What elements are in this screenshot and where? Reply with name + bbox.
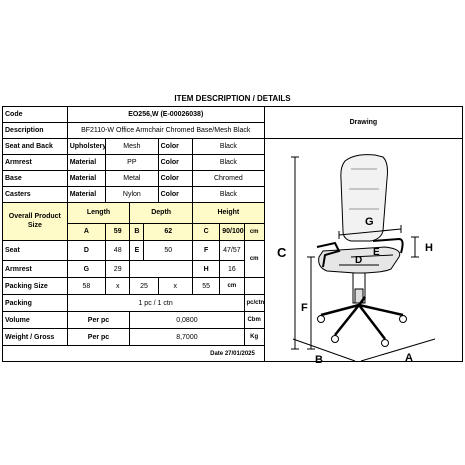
description-value: BF2110-W Office Armchair Chromed Base/Mesh Black [67,123,264,139]
label-g: G [365,216,374,228]
dim-b-value: 62 [144,223,193,240]
seat-dim-label: Seat [3,240,68,261]
seat-back-val2: Black [192,139,264,155]
base-key2: Color [158,171,192,187]
dim-g-key: G [67,261,105,278]
code-label: Code [3,107,68,123]
drawing-cell [264,139,462,366]
dim-a-value: 59 [106,223,130,240]
chair-backrest [341,155,388,241]
armrest-key1: Material [67,155,105,171]
seat-back-key1: Upholstery [67,139,105,155]
height-header: Height [192,203,264,224]
volume-value: 0,0800 [130,312,244,329]
dimension-a-line [361,339,435,361]
overall-size-label: Overall Product Size [3,203,68,241]
dim-f-value: 47/57 [220,240,244,261]
base-key1: Material [67,171,105,187]
volume-label: Volume [3,312,68,329]
label-a: A [405,352,414,364]
dim-h-key: H [192,261,219,278]
dim-c-value: 90/100 [220,223,244,240]
label-h: H [425,242,434,254]
packing-unit: pc/ctn [244,295,264,312]
length-header: Length [67,203,130,224]
seat-back-key2: Color [158,139,192,155]
armrest-dim-label: Armrest [3,261,68,278]
weight-per: Per pc [67,329,130,346]
packing-length: 58 [67,278,105,295]
casters-label: Casters [3,187,68,203]
drawing-header: Drawing [264,107,462,139]
dim-h-value: 16 [220,261,244,278]
sheet-title: ITEM DESCRIPTION / DETAILS [174,94,291,103]
weight-unit: Kg [244,329,264,346]
dimension-f-line [307,257,315,349]
armrest-label: Armrest [3,155,68,171]
label-b: B [315,354,324,366]
volume-per: Per pc [67,312,130,329]
seat-back-val1: Mesh [106,139,159,155]
dimension-h-line [411,237,419,257]
armrest-key2: Color [158,155,192,171]
weight-label: Weight / Gross [3,329,68,346]
packing-label: Packing [3,295,68,312]
dim-f-key: F [192,240,219,261]
dim-b-key: B [130,223,144,240]
packing-width: 25 [130,278,158,295]
label-f: F [301,302,309,314]
chair-caster [382,340,389,347]
base-label: Base [3,171,68,187]
dimension-c-line [291,157,299,349]
chair-drawing [265,139,461,366]
spec-table [2,106,463,366]
dim-a-key: A [67,223,105,240]
chair-caster [332,336,339,343]
packing-size-unit: cm [220,278,244,295]
casters-key2: Color [158,187,192,203]
volume-unit: Cbm [244,312,264,329]
dim-d-value: 48 [106,240,130,261]
packing-value: 1 pc / 1 ctn [67,295,244,312]
dimension-b-line [293,339,355,361]
packing-size-label: Packing Size [3,278,68,295]
label-c: C [277,245,287,260]
footer-date: Date 27/01/2025 [3,346,463,362]
dim-d-key: D [67,240,105,261]
packing-height: 55 [192,278,219,295]
armrest-val1: PP [106,155,159,171]
seat-cm-unit: cm [244,240,264,278]
label-d: D [355,255,363,266]
seat-back-label: Seat and Back [3,139,68,155]
casters-val1: Nylon [106,187,159,203]
packing-x1: x [106,278,130,295]
dim-e-key: E [130,240,144,261]
casters-val2: Black [192,187,264,203]
weight-value: 8,7000 [130,329,244,346]
armrest-val2: Black [192,155,264,171]
description-label: Description [3,123,68,139]
depth-header: Depth [130,203,193,224]
dim-g-value: 29 [106,261,130,278]
base-val2: Chromed [192,171,264,187]
dim-c-key: C [192,223,219,240]
chair-caster [318,316,325,323]
casters-key1: Material [67,187,105,203]
dim-cm-unit: cm [244,223,264,240]
dim-e-value: 50 [144,240,193,261]
label-e: E [373,247,381,258]
chair-caster [400,316,407,323]
base-val1: Metal [106,171,159,187]
code-value: EO256,W (E-00026038) [67,107,264,123]
packing-x2: x [158,278,192,295]
